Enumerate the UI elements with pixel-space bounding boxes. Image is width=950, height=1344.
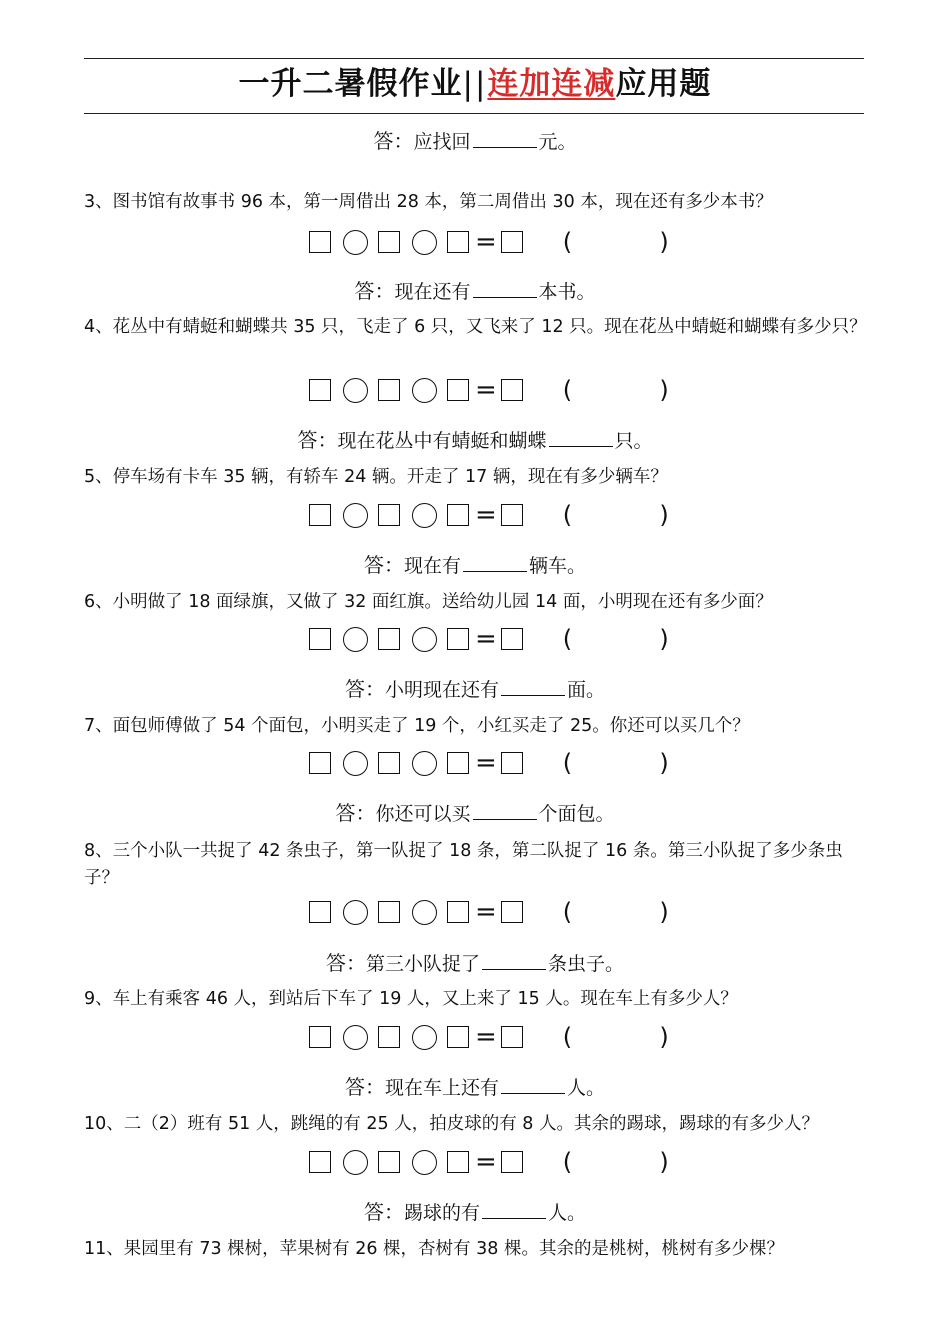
title-highlight: 连加连减 xyxy=(487,66,616,102)
title-main: 一升二暑假作业 xyxy=(238,66,463,102)
answer-text: 你还可以买 xyxy=(375,803,471,825)
answer-label: 答： xyxy=(354,279,395,303)
answer-text: 第三小队捉了 xyxy=(365,953,480,975)
unit-parentheses[interactable]: ( ) xyxy=(562,1023,669,1051)
answer-box[interactable] xyxy=(378,1151,400,1173)
answer-text: 现在车上还有 xyxy=(384,1077,499,1099)
answer-box[interactable] xyxy=(447,379,469,401)
question-5: 5、停车场有卡车 35 辆，有轿车 24 辆。开走了 17 辆，现在有多少辆车？ xyxy=(84,467,668,487)
answer-box[interactable] xyxy=(378,504,400,526)
operator-circle[interactable] xyxy=(343,1150,368,1175)
answer-label: 答： xyxy=(344,1075,385,1099)
answer-unit: 只。 xyxy=(614,430,653,452)
answer-blank[interactable] xyxy=(473,279,537,298)
operator-circle[interactable] xyxy=(343,627,368,652)
answer-line xyxy=(0,128,950,155)
answer-blank[interactable] xyxy=(549,428,613,447)
answer-line xyxy=(0,676,950,703)
question-6: 6、小明做了 18 面绿旗，又做了 32 面红旗。送给幼儿园 14 面，小明现在还有多少面？ xyxy=(84,592,773,612)
operator-circle[interactable] xyxy=(343,900,368,925)
answer-box[interactable] xyxy=(309,901,331,923)
unit-parentheses[interactable]: ( ) xyxy=(562,376,669,404)
answer-line xyxy=(0,552,950,579)
answer-box[interactable] xyxy=(447,628,469,650)
answer-box[interactable] xyxy=(447,1026,469,1048)
answer-text: 小明现在还有 xyxy=(384,679,499,701)
answer-label: 答： xyxy=(363,1200,404,1224)
operator-circle[interactable] xyxy=(412,1025,437,1050)
answer-line xyxy=(0,950,950,977)
operator-circle[interactable] xyxy=(412,900,437,925)
answer-text: 现在花丛中有蜻蜓和蝴蝶 xyxy=(337,430,547,452)
question-4: 4、花丛中有蜻蜓和蝴蝶共 35 只，飞走了 6 只，又飞来了 12 只。现在花丛中蜻蜓和蝴蝶有多少只？ xyxy=(84,317,867,337)
answer-blank[interactable] xyxy=(482,951,546,970)
equals-sign: = xyxy=(475,375,497,405)
equation-row xyxy=(309,749,669,777)
answer-unit: 个面包。 xyxy=(538,803,615,825)
result-box[interactable] xyxy=(501,1151,523,1173)
question-7: 7、面包师傅做了 54 个面包，小明买走了 19 个，小红买走了 25。你还可以买几个？ xyxy=(84,716,750,736)
question-10: 10、二（2）班有 51 人，跳绳的有 25 人，拍皮球的有 8 人。其余的踢球，踢球的有多少人？ xyxy=(84,1114,819,1134)
equation-row xyxy=(309,501,669,529)
answer-box[interactable] xyxy=(309,231,331,253)
title-tail: 应用题 xyxy=(615,66,712,102)
answer-blank[interactable] xyxy=(473,801,537,820)
equation-row xyxy=(309,898,669,926)
equals-sign: = xyxy=(475,500,497,530)
operator-circle[interactable] xyxy=(412,627,437,652)
operator-circle[interactable] xyxy=(412,378,437,403)
answer-blank[interactable] xyxy=(501,1075,565,1094)
operator-circle[interactable] xyxy=(343,503,368,528)
top-rule xyxy=(84,58,864,59)
answer-unit: 元。 xyxy=(538,131,577,153)
operator-circle[interactable] xyxy=(412,751,437,776)
result-box[interactable] xyxy=(501,231,523,253)
result-box[interactable] xyxy=(501,752,523,774)
answer-line xyxy=(0,427,950,454)
answer-box[interactable] xyxy=(309,752,331,774)
equals-sign: = xyxy=(475,897,497,927)
title-separator: || xyxy=(462,66,488,102)
result-box[interactable] xyxy=(501,504,523,526)
equals-sign: = xyxy=(475,1022,497,1052)
answer-text: 现在有 xyxy=(403,555,461,577)
answer-text: 应找回 xyxy=(413,131,471,153)
answer-unit: 人。 xyxy=(567,1077,606,1099)
equals-sign: = xyxy=(475,748,497,778)
answer-unit: 辆车。 xyxy=(529,555,587,577)
equals-sign: = xyxy=(475,227,497,257)
answer-label: 答： xyxy=(344,677,385,701)
equation-row xyxy=(309,1148,669,1176)
answer-unit: 面。 xyxy=(567,679,606,701)
answer-box[interactable] xyxy=(309,379,331,401)
answer-box[interactable] xyxy=(378,1026,400,1048)
answer-line xyxy=(0,800,950,827)
answer-line xyxy=(0,1199,950,1226)
answer-box[interactable] xyxy=(378,231,400,253)
answer-box[interactable] xyxy=(447,231,469,253)
equals-sign: = xyxy=(475,624,497,654)
page-title xyxy=(0,62,950,106)
answer-label: 答： xyxy=(325,951,366,975)
operator-circle[interactable] xyxy=(343,378,368,403)
question-11: 11、果园里有 73 棵树，苹果树有 26 棵，杏树有 38 棵。其余的是桃树，桃树有多少棵？ xyxy=(84,1239,784,1259)
question-9: 9、车上有乘客 46 人，到站后下车了 19 人，又上来了 15 人。现在车上有多少人？ xyxy=(84,989,738,1009)
answer-box[interactable] xyxy=(378,901,400,923)
answer-box[interactable] xyxy=(309,504,331,526)
result-box[interactable] xyxy=(501,901,523,923)
answer-label: 答： xyxy=(297,428,338,452)
unit-parentheses[interactable]: ( ) xyxy=(562,625,669,653)
equation-row xyxy=(309,376,669,404)
answer-blank[interactable] xyxy=(473,129,537,148)
answer-text: 现在还有 xyxy=(394,281,471,303)
answer-text: 踢球的有 xyxy=(403,1202,480,1224)
question-8: 8、三个小队一共捉了 42 条虫子，第一队捉了 18 条，第二队捉了 16 条。第三小队捉了多少条虫子？ xyxy=(84,841,843,888)
result-box[interactable] xyxy=(501,379,523,401)
answer-box[interactable] xyxy=(447,1151,469,1173)
result-box[interactable] xyxy=(501,1026,523,1048)
equation-row xyxy=(309,1023,669,1051)
equals-sign: = xyxy=(475,1147,497,1177)
answer-blank[interactable] xyxy=(501,677,565,696)
operator-circle[interactable] xyxy=(343,1025,368,1050)
answer-box[interactable] xyxy=(378,628,400,650)
answer-unit: 本书。 xyxy=(538,281,596,303)
answer-label: 答： xyxy=(373,129,414,153)
operator-circle[interactable] xyxy=(343,751,368,776)
unit-parentheses[interactable]: ( ) xyxy=(562,1148,669,1176)
equation-row xyxy=(309,228,669,256)
title-bottom-rule xyxy=(84,113,864,114)
operator-circle[interactable] xyxy=(412,503,437,528)
answer-box[interactable] xyxy=(309,1151,331,1173)
answer-box[interactable] xyxy=(309,628,331,650)
answer-box[interactable] xyxy=(447,752,469,774)
operator-circle[interactable] xyxy=(412,230,437,255)
answer-unit: 人。 xyxy=(548,1202,587,1224)
answer-blank[interactable] xyxy=(463,553,527,572)
answer-blank[interactable] xyxy=(482,1200,546,1219)
unit-parentheses[interactable]: ( ) xyxy=(562,501,669,529)
answer-box[interactable] xyxy=(378,379,400,401)
operator-circle[interactable] xyxy=(343,230,368,255)
answer-line xyxy=(0,1074,950,1101)
result-box[interactable] xyxy=(501,628,523,650)
answer-box[interactable] xyxy=(309,1026,331,1048)
answer-box[interactable] xyxy=(378,752,400,774)
question-3: 3、图书馆有故事书 96 本，第一周借出 28 本，第二周借出 30 本，现在还有多少本书？ xyxy=(84,192,773,212)
operator-circle[interactable] xyxy=(412,1150,437,1175)
unit-parentheses[interactable]: ( ) xyxy=(562,749,669,777)
unit-parentheses[interactable]: ( ) xyxy=(562,898,669,926)
unit-parentheses[interactable]: ( ) xyxy=(562,228,669,256)
answer-label: 答： xyxy=(335,801,376,825)
answer-unit: 条虫子。 xyxy=(548,953,625,975)
answer-line xyxy=(0,278,950,305)
answer-box[interactable] xyxy=(447,901,469,923)
equation-row xyxy=(309,625,669,653)
answer-label: 答： xyxy=(363,553,404,577)
answer-box[interactable] xyxy=(447,504,469,526)
